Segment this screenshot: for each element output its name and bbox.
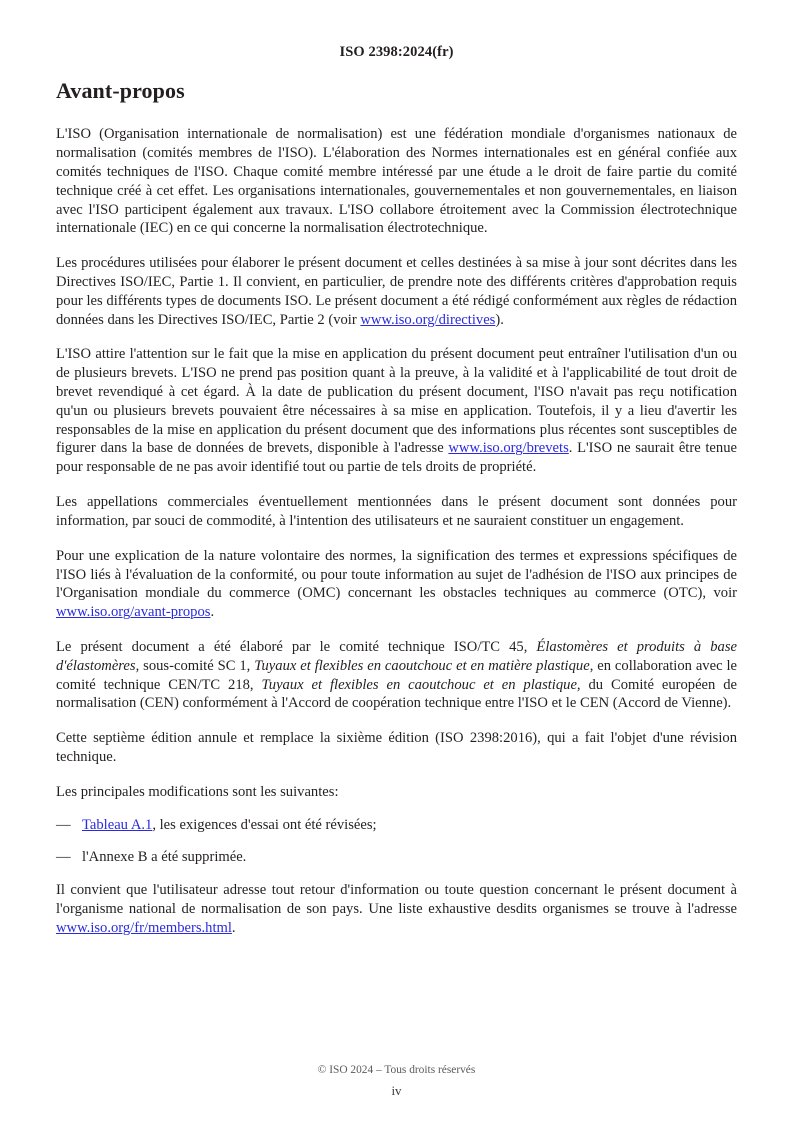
paragraph-text-segment: , sous-comité SC 1, xyxy=(135,657,255,674)
paragraph-text: L'ISO (Organisation internationale de normalisation) est une fédération mondiale d'organismes nationaux de normalisation (comités membres de l'ISO). L'élaboration des Normes internationales est en général confiée aux comités techniques de l'ISO. Chaque comité membre intéressé par une étude a le droit de faire partie du comité technique créé à cet effet. Les organisations internationales, gouvernementales et non gouvernementales, en liaison avec l'ISO participent également aux travaux. L'ISO collabore étroitement avec la Commission électrotechnique internationale (IEC) en ce qui concerne la normalisation électrotechnique. xyxy=(56,126,737,237)
paragraph-text: Les appellations commerciales éventuellement mentionnées dans le présent document sont données pour information, par souci de commodité, à l'intention des utilisateurs et ne sauraient constituer un engagement. xyxy=(56,494,737,529)
paragraph-feedback xyxy=(56,881,737,937)
paragraph-text-segment: Pour une explication de la nature volontaire des normes, la signification des termes et expressions spécifiques de l'ISO liés à l'évaluation de la conformité, ou pour toute information au sujet de l'adhésion de l'ISO aux principes de l'Organisation mondiale du commerce (OMC) concernant les obstacles techniques au commerce (OTC), voir xyxy=(56,547,737,602)
committee-title-tc45: Élastomères et produits à base d'élastomères xyxy=(56,638,737,674)
link-tableau-a1[interactable]: Tableau A.1 xyxy=(82,816,153,833)
link-iso-brevets[interactable]: www.iso.org/brevets xyxy=(448,440,569,457)
list-item-text: l'Annexe B a été supprimée. xyxy=(82,849,247,866)
paragraph-text-segment: . xyxy=(210,604,215,621)
paragraph-trade-names xyxy=(56,493,737,531)
paragraph-iso-definition xyxy=(56,125,737,238)
list-item-text xyxy=(82,816,737,835)
em-dash-bullet-icon: — xyxy=(56,816,71,833)
running-header-title: ISO 2398:2024(fr) xyxy=(339,44,454,60)
document-content xyxy=(56,78,737,938)
paragraph-text-segment: Les procédures utilisées pour élaborer le présent document et celles destinées à sa mise à jour sont décrites dans les Directives ISO/IEC, Partie 1. Il convient, en particulier, de prendre note des différents critères d'approbation requis pour les différents types de documents ISO. Le présent document a été rédigé conformément aux règles de rédaction données dans les Directives ISO/IEC, Partie 2 (voir xyxy=(56,255,737,328)
paragraph-text-segment: Il convient que l'utilisateur adresse tout retour d'information ou toute question concernant le présent document à l'organisme national de normalisation de son pays. Une liste exhaustive desdits organismes se trouve à l'adresse xyxy=(56,882,737,918)
paragraph-patents xyxy=(56,345,737,477)
page-title: Avant-propos xyxy=(56,78,185,103)
paragraph-text-segment: . L'ISO ne saurait être tenue pour responsable de ne pas avoir identifié tout ou partie de tels droits de propriété. xyxy=(56,440,737,476)
list-item xyxy=(56,816,737,835)
link-iso-avant-propos[interactable]: www.iso.org/avant-propos xyxy=(56,604,211,621)
paragraph-voluntary-nature xyxy=(56,547,737,622)
paragraph-procedures xyxy=(56,254,737,329)
paragraph-text-segment: du Comité européen de normalisation (CEN) conformément à l'Accord de coopération technique entre l'ISO et le CEN (Accord de Vienne). xyxy=(56,676,737,712)
link-iso-directives[interactable]: www.iso.org/directives xyxy=(360,311,496,328)
footer-copyright: © ISO 2024 – Tous droits réservés xyxy=(317,1064,476,1076)
paragraph-text: Cette septième édition annule et remplace la sixième édition (ISO 2398:2016), qui a fait l'objet d'une révision technique. xyxy=(56,730,737,766)
subcommittee-title-sc1: Tuyaux et flexibles en caoutchouc et en matière plastique xyxy=(254,657,590,674)
paragraph-text-segment: ). xyxy=(495,311,504,328)
paragraph-text-segment: . xyxy=(231,919,236,936)
paragraph-text: Les principales modifications sont les suivantes: xyxy=(56,783,339,800)
paragraph-text-segment: Le présent document a été élaboré par le comité technique ISO/TC 45, xyxy=(56,638,537,655)
footer-page-number: iv xyxy=(391,1083,402,1098)
paragraph-committee xyxy=(56,638,737,713)
paragraph-changes-intro xyxy=(56,783,737,802)
em-dash-bullet-icon: — xyxy=(56,849,71,866)
paragraph-edition-note xyxy=(56,729,737,767)
list-item xyxy=(56,848,737,867)
paragraph-text-segment: L'ISO attire l'attention sur le fait que la mise en application du présent document peut entraîner l'utilisation d'un ou de plusieurs brevets. L'ISO ne prend pas position quant à la preuve, à la validité et à l'applicabilité de tout droit de brevet revendiqué à cet égard. À la date de publication du présent document, l'ISO n'avait pas reçu notification qu'un ou plusieurs brevets pouvaient être nécessaires à sa mise en application. Toutefois, il y a lieu d'avertir les responsables de la mise en application du présent document que des informations plus récentes sont susceptibles de figurer dans la base de données de brevets, disponible à l'adresse xyxy=(56,346,737,457)
paragraph-text-segment: , en collaboration avec le comité technique CEN/TC 218, xyxy=(56,657,737,693)
list-item-text-segment: , les exigences d'essai ont été révisées; xyxy=(152,816,377,833)
link-iso-members[interactable]: www.iso.org/fr/members.html xyxy=(56,919,232,936)
committee-title-cen-tc218: Tuyaux et flexibles en caoutchouc et en plastique, xyxy=(261,676,581,693)
